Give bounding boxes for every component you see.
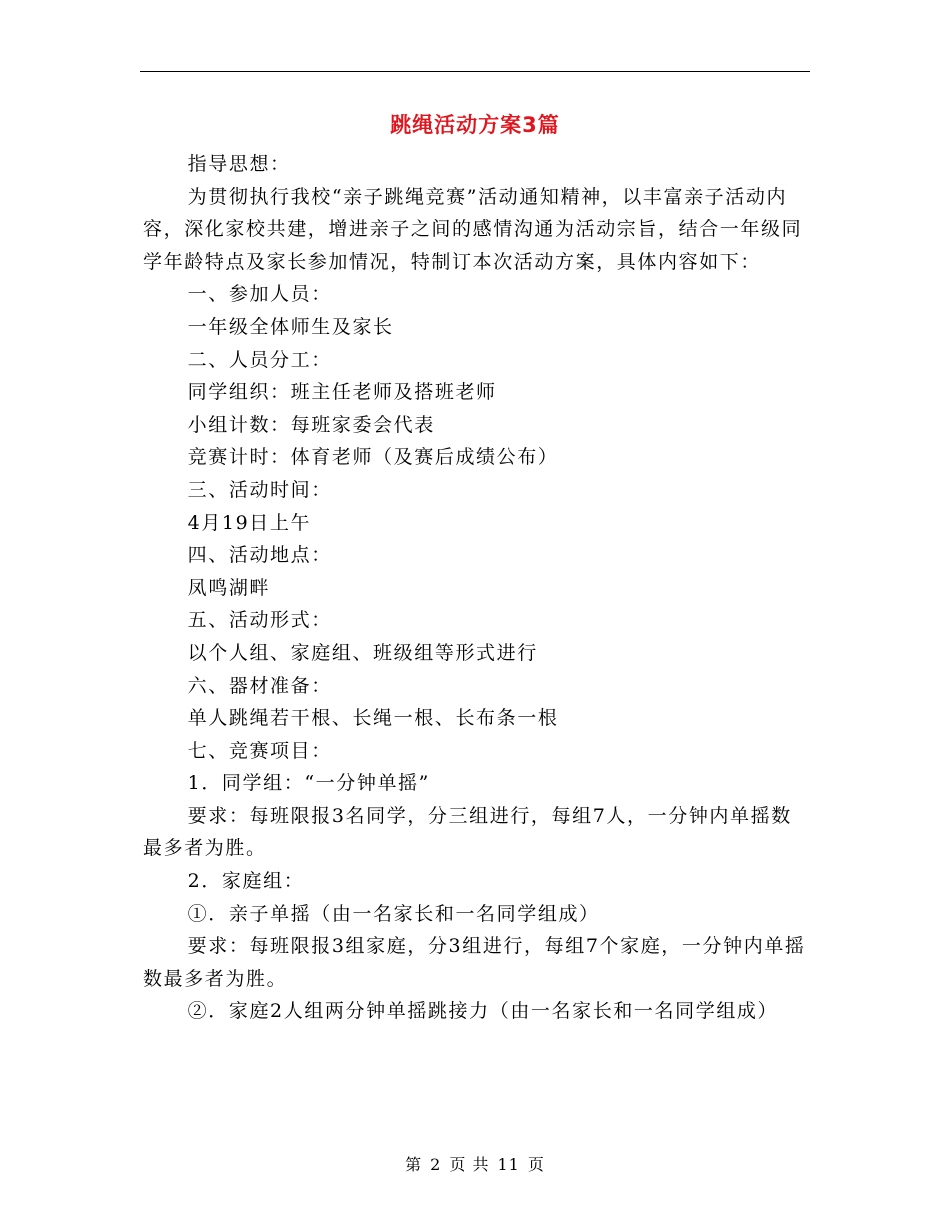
paragraph: 六、器材准备： (187, 674, 332, 697)
paragraph: 1．同学组：“一分钟单摇” (187, 772, 430, 795)
page-footer (0, 1153, 950, 1177)
document-title: 跳绳活动方案3篇 (390, 113, 560, 137)
footer-suffix: 页 (527, 1155, 545, 1174)
paragraph: 为贯彻执行我校“亲子跳绳竞赛”活动通知精神，以丰富亲子活动内容，深化家校共建，增进亲子之间的感情沟通为活动宗旨，结合一年级同学年龄特点及家长参加情况，特制订本次活动方案，具体内容如下： (143, 185, 803, 273)
paragraph: 同学组织：班主任老师及搭班老师 (187, 381, 497, 404)
paragraph: 三、活动时间： (187, 478, 332, 501)
paragraph: 指导思想： (187, 153, 291, 175)
paragraph: 五、活动形式： (187, 609, 332, 632)
paragraph: 4月19日上午 (187, 511, 312, 534)
paragraph: 2．家庭组： (187, 870, 305, 893)
paragraph: 以个人组、家庭组、班级组等形式进行 (187, 641, 538, 664)
header-rule (140, 71, 810, 72)
footer-middle: 页 共 (449, 1155, 490, 1174)
footer-total-pages: 11 (497, 1155, 520, 1174)
footer-page-number: 2 (430, 1155, 442, 1174)
document-body (143, 148, 811, 1028)
paragraph: 竞赛计时：体育老师（及赛后成绩公布） (187, 446, 559, 469)
paragraph: 四、活动地点： (187, 544, 332, 567)
paragraph: 凤鸣湖畔 (187, 576, 271, 599)
paragraph: 小组计数：每班家委会代表 (187, 413, 435, 436)
paragraph: 要求：每班限报3组家庭，分3组进行，每组7个家庭，一分钟内单摇数最多者为胜。 (143, 935, 806, 990)
paragraph: 要求：每班限报3名同学，分三组进行，每组7人，一分钟内单摇数最多者为胜。 (143, 804, 792, 860)
paragraph: 单人跳绳若干根、长绳一根、长布条一根 (187, 707, 559, 730)
paragraph: ②．家庭2人组两分钟单摇跳接力（由一名家长和一名同学组成） (187, 1000, 779, 1023)
footer-prefix: 第 (405, 1155, 423, 1174)
paragraph: 七、竞赛项目： (187, 739, 332, 762)
paragraph: 一年级全体师生及家长 (187, 315, 394, 338)
paragraph: 一、参加人员： (187, 283, 332, 306)
paragraph: 二、人员分工： (187, 348, 332, 371)
paragraph: ①．亲子单摇（由一名家长和一名同学组成） (187, 902, 600, 925)
